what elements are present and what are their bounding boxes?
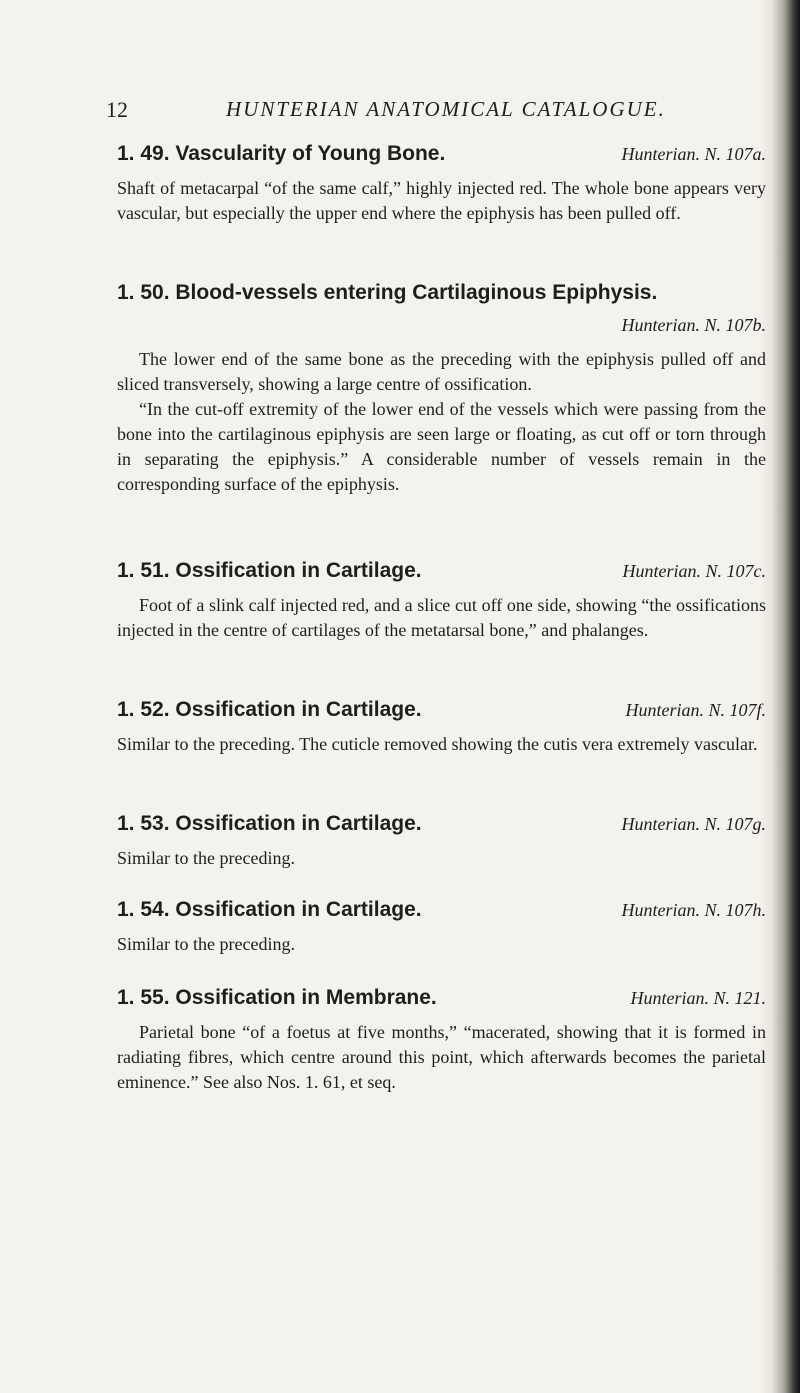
catalogue-entry-1-51 xyxy=(117,559,766,643)
entry-title: 1. 54. Ossification in Cartilage. xyxy=(117,898,422,921)
entry-description: Foot of a slink calf injected red, and a slice cut off one side, showing “the ossifications injected in the centre of cartilages of the metatarsal bone,” and phalanges. xyxy=(117,595,766,640)
page-number: 12 xyxy=(106,97,128,122)
entry-heading xyxy=(117,281,766,315)
entry-reference: Hunterian. N. 121. xyxy=(630,988,766,1008)
entry-title: 1. 55. Ossification in Membrane. xyxy=(117,986,437,1009)
entry-reference: Hunterian. N. 107a. xyxy=(621,144,766,164)
entry-heading xyxy=(117,986,766,1020)
entry-description: Parietal bone “of a foetus at five months,” “macerated, showing that it is formed in radiating fibres, which centre around this point, which afterwards becomes the parietal eminence.” See also Nos. 1. 61, et seq. xyxy=(117,1022,766,1092)
catalogue-entry-1-50 xyxy=(117,281,766,497)
running-title: HUNTERIAN ANATOMICAL CATALOGUE. xyxy=(226,97,666,121)
entry-reference: Hunterian. N. 107f. xyxy=(625,700,766,720)
catalogue-entry-1-53 xyxy=(117,812,766,871)
entry-heading xyxy=(117,142,766,176)
entry-title: 1. 50. Blood-vessels entering Cartilaginous Epiphysis. xyxy=(117,281,658,304)
entry-title: 1. 51. Ossification in Cartilage. xyxy=(117,559,422,582)
entry-description: Similar to the preceding. xyxy=(117,934,295,954)
entry-title: 1. 49. Vascularity of Young Bone. xyxy=(117,142,446,165)
entry-reference: Hunterian. N. 107c. xyxy=(622,561,766,581)
catalogue-entry-1-55 xyxy=(117,986,766,1095)
entry-heading xyxy=(117,559,766,593)
catalogue-entry-1-54 xyxy=(117,898,766,957)
entry-heading xyxy=(117,698,766,732)
catalogue-entry-1-49 xyxy=(117,142,766,226)
entry-description: The lower end of the same bone as the preceding with the epiphysis pulled off and sliced transversely, showing a large centre of ossification. xyxy=(117,349,766,394)
entry-reference: Hunterian. N. 107b. xyxy=(621,315,766,335)
entry-reference: Hunterian. N. 107g. xyxy=(621,814,766,834)
entry-title: 1. 52. Ossification in Cartilage. xyxy=(117,698,422,721)
catalogue-entry-1-52 xyxy=(117,698,766,757)
entry-quotation: “In the cut-off extremity of the lower end of the vessels which were passing from the bone into the cartilaginous epiphysis are seen large or floating, as cut off or torn through in separating the epiphysis.” A considerable number of vessels remain in the corresponding surface of the epiphysis. xyxy=(117,399,766,494)
entry-heading xyxy=(117,812,766,846)
entry-heading xyxy=(117,898,766,932)
page-edge-shadow xyxy=(760,0,800,1393)
entry-description: Similar to the preceding. xyxy=(117,848,295,868)
page-header xyxy=(106,97,766,127)
entry-reference: Hunterian. N. 107h. xyxy=(621,900,766,920)
entry-description: Similar to the preceding. The cuticle removed showing the cutis vera extremely vascular. xyxy=(117,734,758,754)
entry-description: Shaft of metacarpal “of the same calf,” highly injected red. The whole bone appears very vascular, but especially the upper end where the epiphysis has been pulled off. xyxy=(117,178,766,223)
entry-title: 1. 53. Ossification in Cartilage. xyxy=(117,812,422,835)
